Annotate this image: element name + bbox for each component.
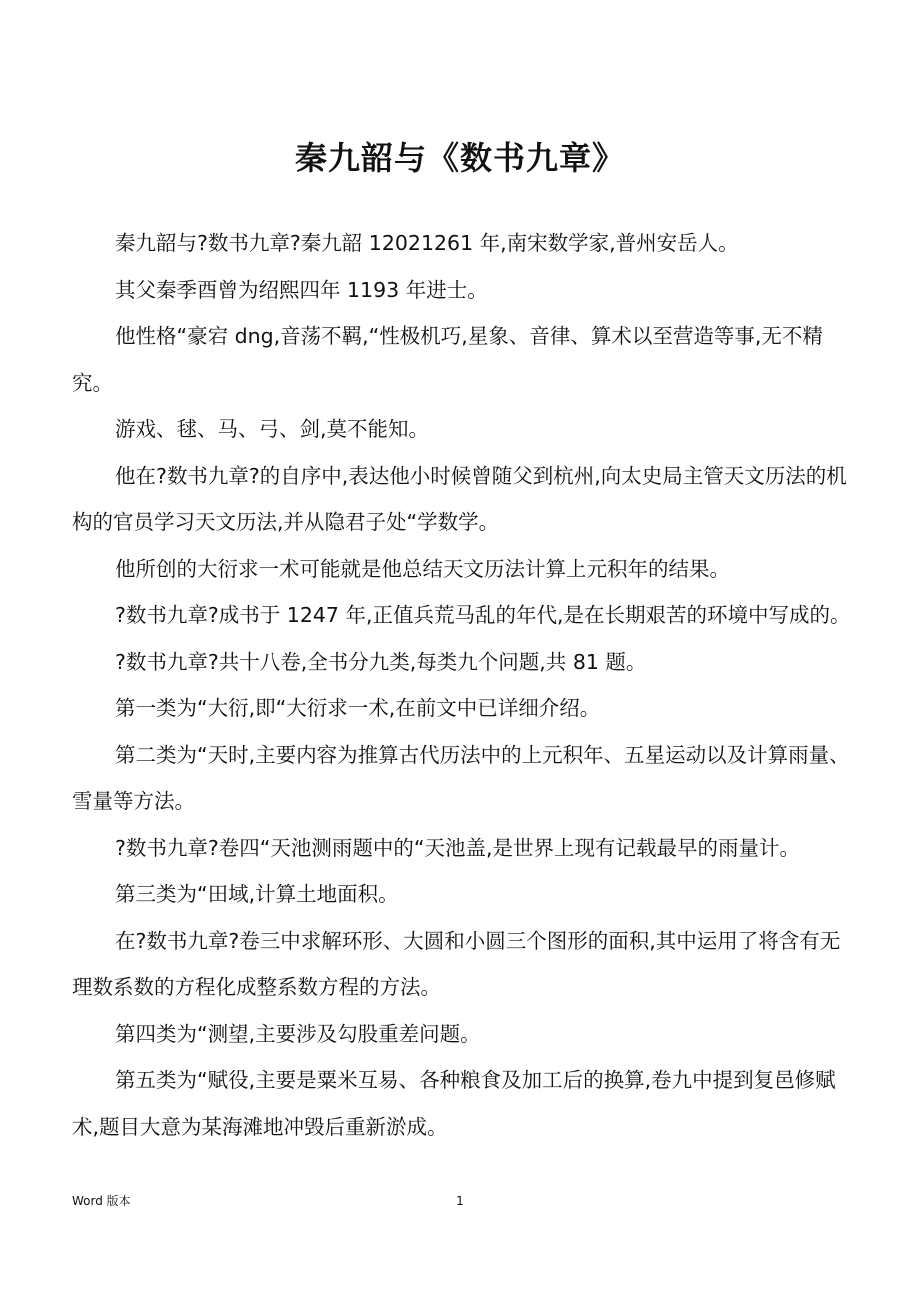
- paragraph: 他在?数书九章?的自序中,表达他小时候曾随父到杭州,向太史局主管天文历法的机构的官员学习天文历法,并从隐君子处“学数学。: [72, 463, 847, 534]
- paragraph: 第三类为“田域,计算土地面积。: [115, 882, 399, 906]
- page-number: 1: [456, 1194, 464, 1208]
- document-title: 秦九韶与《数书九章》: [294, 139, 625, 177]
- paragraph: 秦九韶与?数书九章?秦九韶 12021261 年,南宋数学家,普州安岳人。: [115, 231, 739, 255]
- paragraph: ?数书九章?共十八卷,全书分九类,每类九个问题,共 81 题。: [115, 649, 647, 674]
- paragraph: 在?数书九章?卷三中求解环形、大圆和小圆三个图形的面积,其中运用了将含有无理数系数的方程化成整系数方程的方法。: [72, 928, 841, 999]
- paragraph: 他性格“豪宕 dng,音荡不羁,“性极机巧,星象、音律、算术以至营造等事,无不精究。: [72, 324, 823, 395]
- paragraph: ?数书九章?卷四“天池测雨题中的“天池盖,是世界上现有记载最早的雨量计。: [115, 835, 801, 860]
- paragraph: ?数书九章?成书于 1247 年,正值兵荒马乱的年代,是在长期艰苦的环境中写成的。: [115, 603, 851, 627]
- document-body: [72, 220, 856, 1150]
- paragraph: 第四类为“测望,主要涉及勾股重差问题。: [115, 1021, 481, 1046]
- paragraph: 第一类为“大衍,即“大衍求一术,在前文中已详细介绍。: [115, 696, 601, 720]
- paragraph: 第五类为“赋役,主要是粟米互易、各种粮食及加工后的换算,卷九中提到复邑修赋术,题目大意为某海滩地冲毁后重新淤成。: [72, 1068, 836, 1139]
- footer-label: Word 版本: [72, 1194, 131, 1208]
- paragraph: 第二类为“天时,主要内容为推算古代历法中的上元积年、五星运动以及计算雨量、雪量等方法。: [72, 742, 850, 813]
- paragraph: 其父秦季酉曾为绍熙四年 1193 年进士。: [115, 277, 488, 302]
- paragraph: 他所创的大衍求一术可能就是他总结天文历法计算上元积年的结果。: [115, 556, 730, 581]
- paragraph: 游戏、毬、马、弓、剑,莫不能知。: [115, 417, 430, 441]
